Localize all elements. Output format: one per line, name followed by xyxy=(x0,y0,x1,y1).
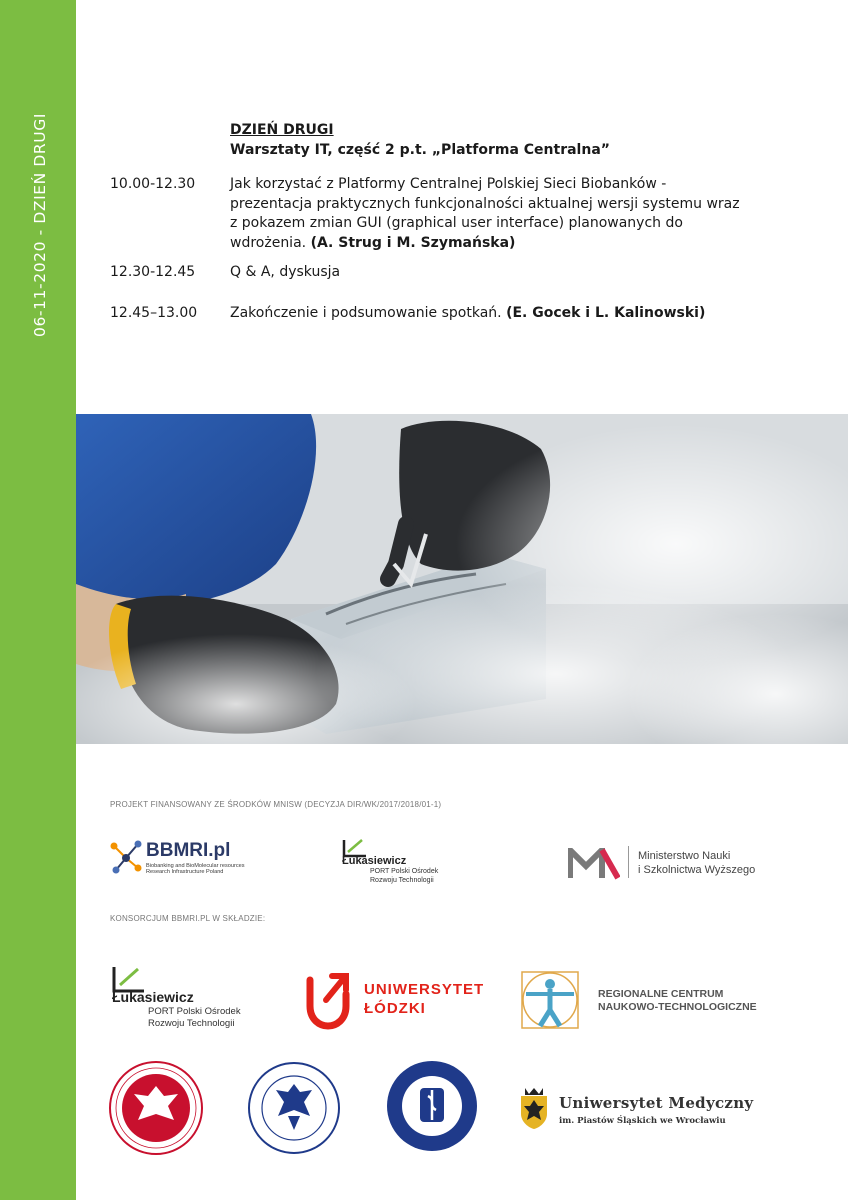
lukasiewicz-sub-line: PORT Polski Ośrodek xyxy=(148,1006,241,1017)
vitruvian-man-icon xyxy=(518,968,582,1032)
rc-name xyxy=(598,988,757,1014)
workshop-title: Warsztaty IT, część 2 p.t. „Platforma Centralna” xyxy=(230,142,610,158)
warsaw-medical-university-seal xyxy=(108,1060,204,1156)
agenda-description xyxy=(230,304,750,324)
gdansk-medical-university-seal xyxy=(384,1058,480,1154)
rc-line: REGIONALNE CENTRUM xyxy=(598,988,724,1000)
lukasiewicz-subtitle xyxy=(148,1006,241,1030)
side-bar xyxy=(0,0,76,1200)
ul-name xyxy=(364,980,484,1018)
ul-line: UNIWERSYTET xyxy=(364,981,485,998)
day-title: DZIEŃ DRUGI xyxy=(230,122,334,138)
agenda-time: 12.30-12.45 xyxy=(110,264,196,280)
agenda-speakers: (E. Gocek i L. Kalinowski) xyxy=(506,305,706,321)
agenda-description xyxy=(230,263,750,283)
lukasiewicz-name: Łukasiewicz xyxy=(342,855,407,867)
lukasiewicz-subtitle xyxy=(370,867,438,885)
side-date-label: 06-11-2020 - DZIEŃ DRUGI xyxy=(31,113,49,337)
umw-logo xyxy=(517,1082,787,1132)
bbmri-name: BBMRI.pl xyxy=(146,840,231,861)
lukasiewicz-sub-line: PORT Polski Ośrodek xyxy=(370,868,439,875)
ministry-logo xyxy=(568,840,788,885)
ministry-line: Ministerstwo Nauki xyxy=(638,850,731,862)
ul-emblem-icon xyxy=(300,970,356,1030)
agenda-speakers: (A. Strug i M. Szymańska) xyxy=(310,234,516,251)
rc-line: NAUKOWO-TECHNOLOGICZNE xyxy=(598,1001,757,1013)
lukasiewicz-sub-line: Rozwoju Technologii xyxy=(148,1018,235,1029)
consortium-note: KONSORCJUM BBMRI.PL W SKŁADZIE: xyxy=(110,914,266,923)
lab-photo xyxy=(76,414,848,744)
ministry-emblem-icon xyxy=(568,848,620,880)
umw-crest-icon xyxy=(517,1086,551,1130)
agenda-text: Q & A, dyskusja xyxy=(230,264,341,280)
ministry-line: i Szkolnictwa Wyższego xyxy=(638,864,756,876)
bbmri-subtitle: Biobanking and BioMolecular resources Research Infrastructure Poland xyxy=(146,863,245,876)
agenda-text: Zakończenie i podsumowanie spotkań. xyxy=(230,305,502,321)
gdansk-seal-icon xyxy=(384,1058,480,1154)
ministry-name xyxy=(638,849,755,877)
agenda-description xyxy=(230,175,750,253)
agenda-time: 12.45–13.00 xyxy=(110,305,198,321)
regionalne-centrum-logo xyxy=(518,968,788,1034)
warsaw-seal-icon xyxy=(108,1060,204,1156)
bbmri-network-icon xyxy=(108,838,144,878)
lublin-seal-icon xyxy=(246,1060,342,1156)
lublin-medical-university-seal xyxy=(246,1060,342,1156)
umw-subtitle: im. Piastów Śląskich we Wrocławiu xyxy=(559,1116,726,1126)
lukasiewicz-sub-line: Rozwoju Technologii xyxy=(370,877,434,884)
funding-note: PROJEKT FINANSOWANY ZE ŚRODKÓW MNISW (DECYZJA DIR/WK/2017/2018/01-1) xyxy=(110,800,442,809)
lab-photo-illustration xyxy=(76,414,848,744)
uniwersytet-lodzki-logo xyxy=(300,968,490,1033)
lukasiewicz-logo-large xyxy=(110,965,260,1035)
agenda-time: 10.00-12.30 xyxy=(110,176,196,192)
ministry-divider xyxy=(628,846,629,878)
agenda-text: Jak korzystać z Platformy Centralnej Polskiej Sieci Biobanków - prezentacja praktycznych funkcjonalności aktualnej wersji systemu wraz z pokazem zmian GUI (graphical user interface) planowanych do wdrożenia. xyxy=(230,176,740,251)
lukasiewicz-logo xyxy=(340,838,480,888)
bbmri-logo xyxy=(108,836,258,896)
umw-name: Uniwersytet Medyczny xyxy=(559,1094,754,1112)
ul-line: ŁÓDZKI xyxy=(364,1000,426,1017)
lukasiewicz-name: Łukasiewicz xyxy=(112,989,194,1005)
